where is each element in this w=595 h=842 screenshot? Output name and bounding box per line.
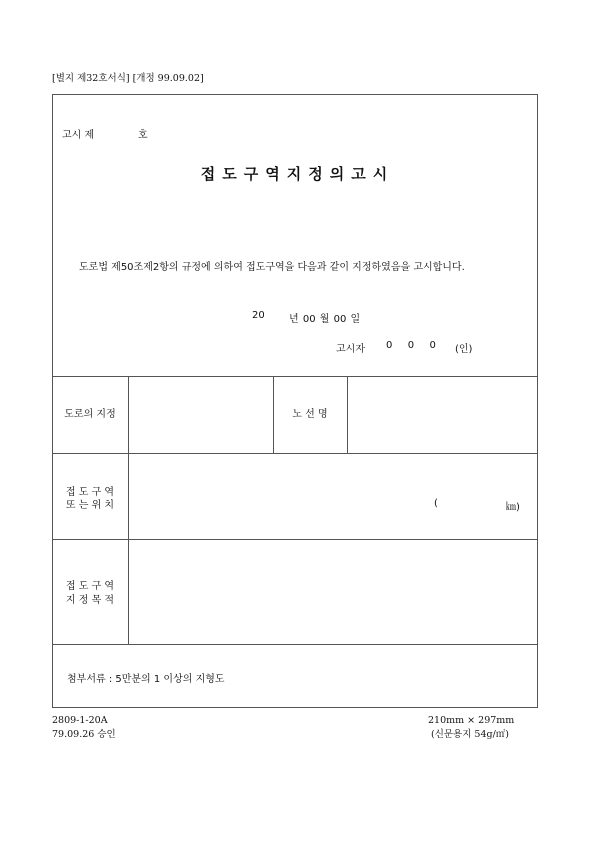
issuer-seal: (인) [455,344,473,355]
table-top-rule [52,376,538,377]
paper-size: 210mm × 297mm [428,715,515,726]
page-title: 접도구역지정의고시 [200,165,395,183]
location-label-line1: 접 도 구 역 [65,487,115,498]
body-text: 도로법 제50조제2항의 규정에 의하여 접도구역을 다음과 같이 지정하였음을 고시합니다. [79,262,465,273]
form-frame [52,94,538,708]
km-close-unit: ㎞) [506,502,520,513]
issuer-label: 고시자 [336,344,365,355]
route-name-label: 노 선 명 [292,409,328,420]
date-rest: 년 00 월 00 일 [289,314,361,325]
label-column-rule [128,376,129,644]
attachment-note: 첨부서류 : 5만분의 1 이상의 지형도 [67,674,225,685]
form-code: 2809-1-20A [52,715,108,726]
row-rule-3 [52,644,538,645]
paper-type: (신문용지 54g/㎡) [431,729,510,740]
row-rule-1 [52,453,538,454]
date-year-prefix: 20 [252,310,265,321]
road-designation-label: 도로의 지정 [64,409,116,420]
form-header: [별지 제32호서식] [개정 99.09.02] [52,73,204,84]
route-label-right-rule [347,376,348,453]
issuer-name: 0 0 0 [386,340,439,351]
location-label-line2: 또 는 위 치 [65,500,115,511]
km-open-paren: ( [434,498,438,509]
notice-number-suffix: 호 [138,130,148,141]
purpose-label-line1: 접 도 구 역 [65,581,115,592]
approval-date: 79.09.26 승인 [52,729,116,740]
notice-number-prefix: 고시 제 [62,130,95,141]
row-rule-2 [52,539,538,540]
purpose-label-line2: 지 정 목 적 [65,595,115,606]
